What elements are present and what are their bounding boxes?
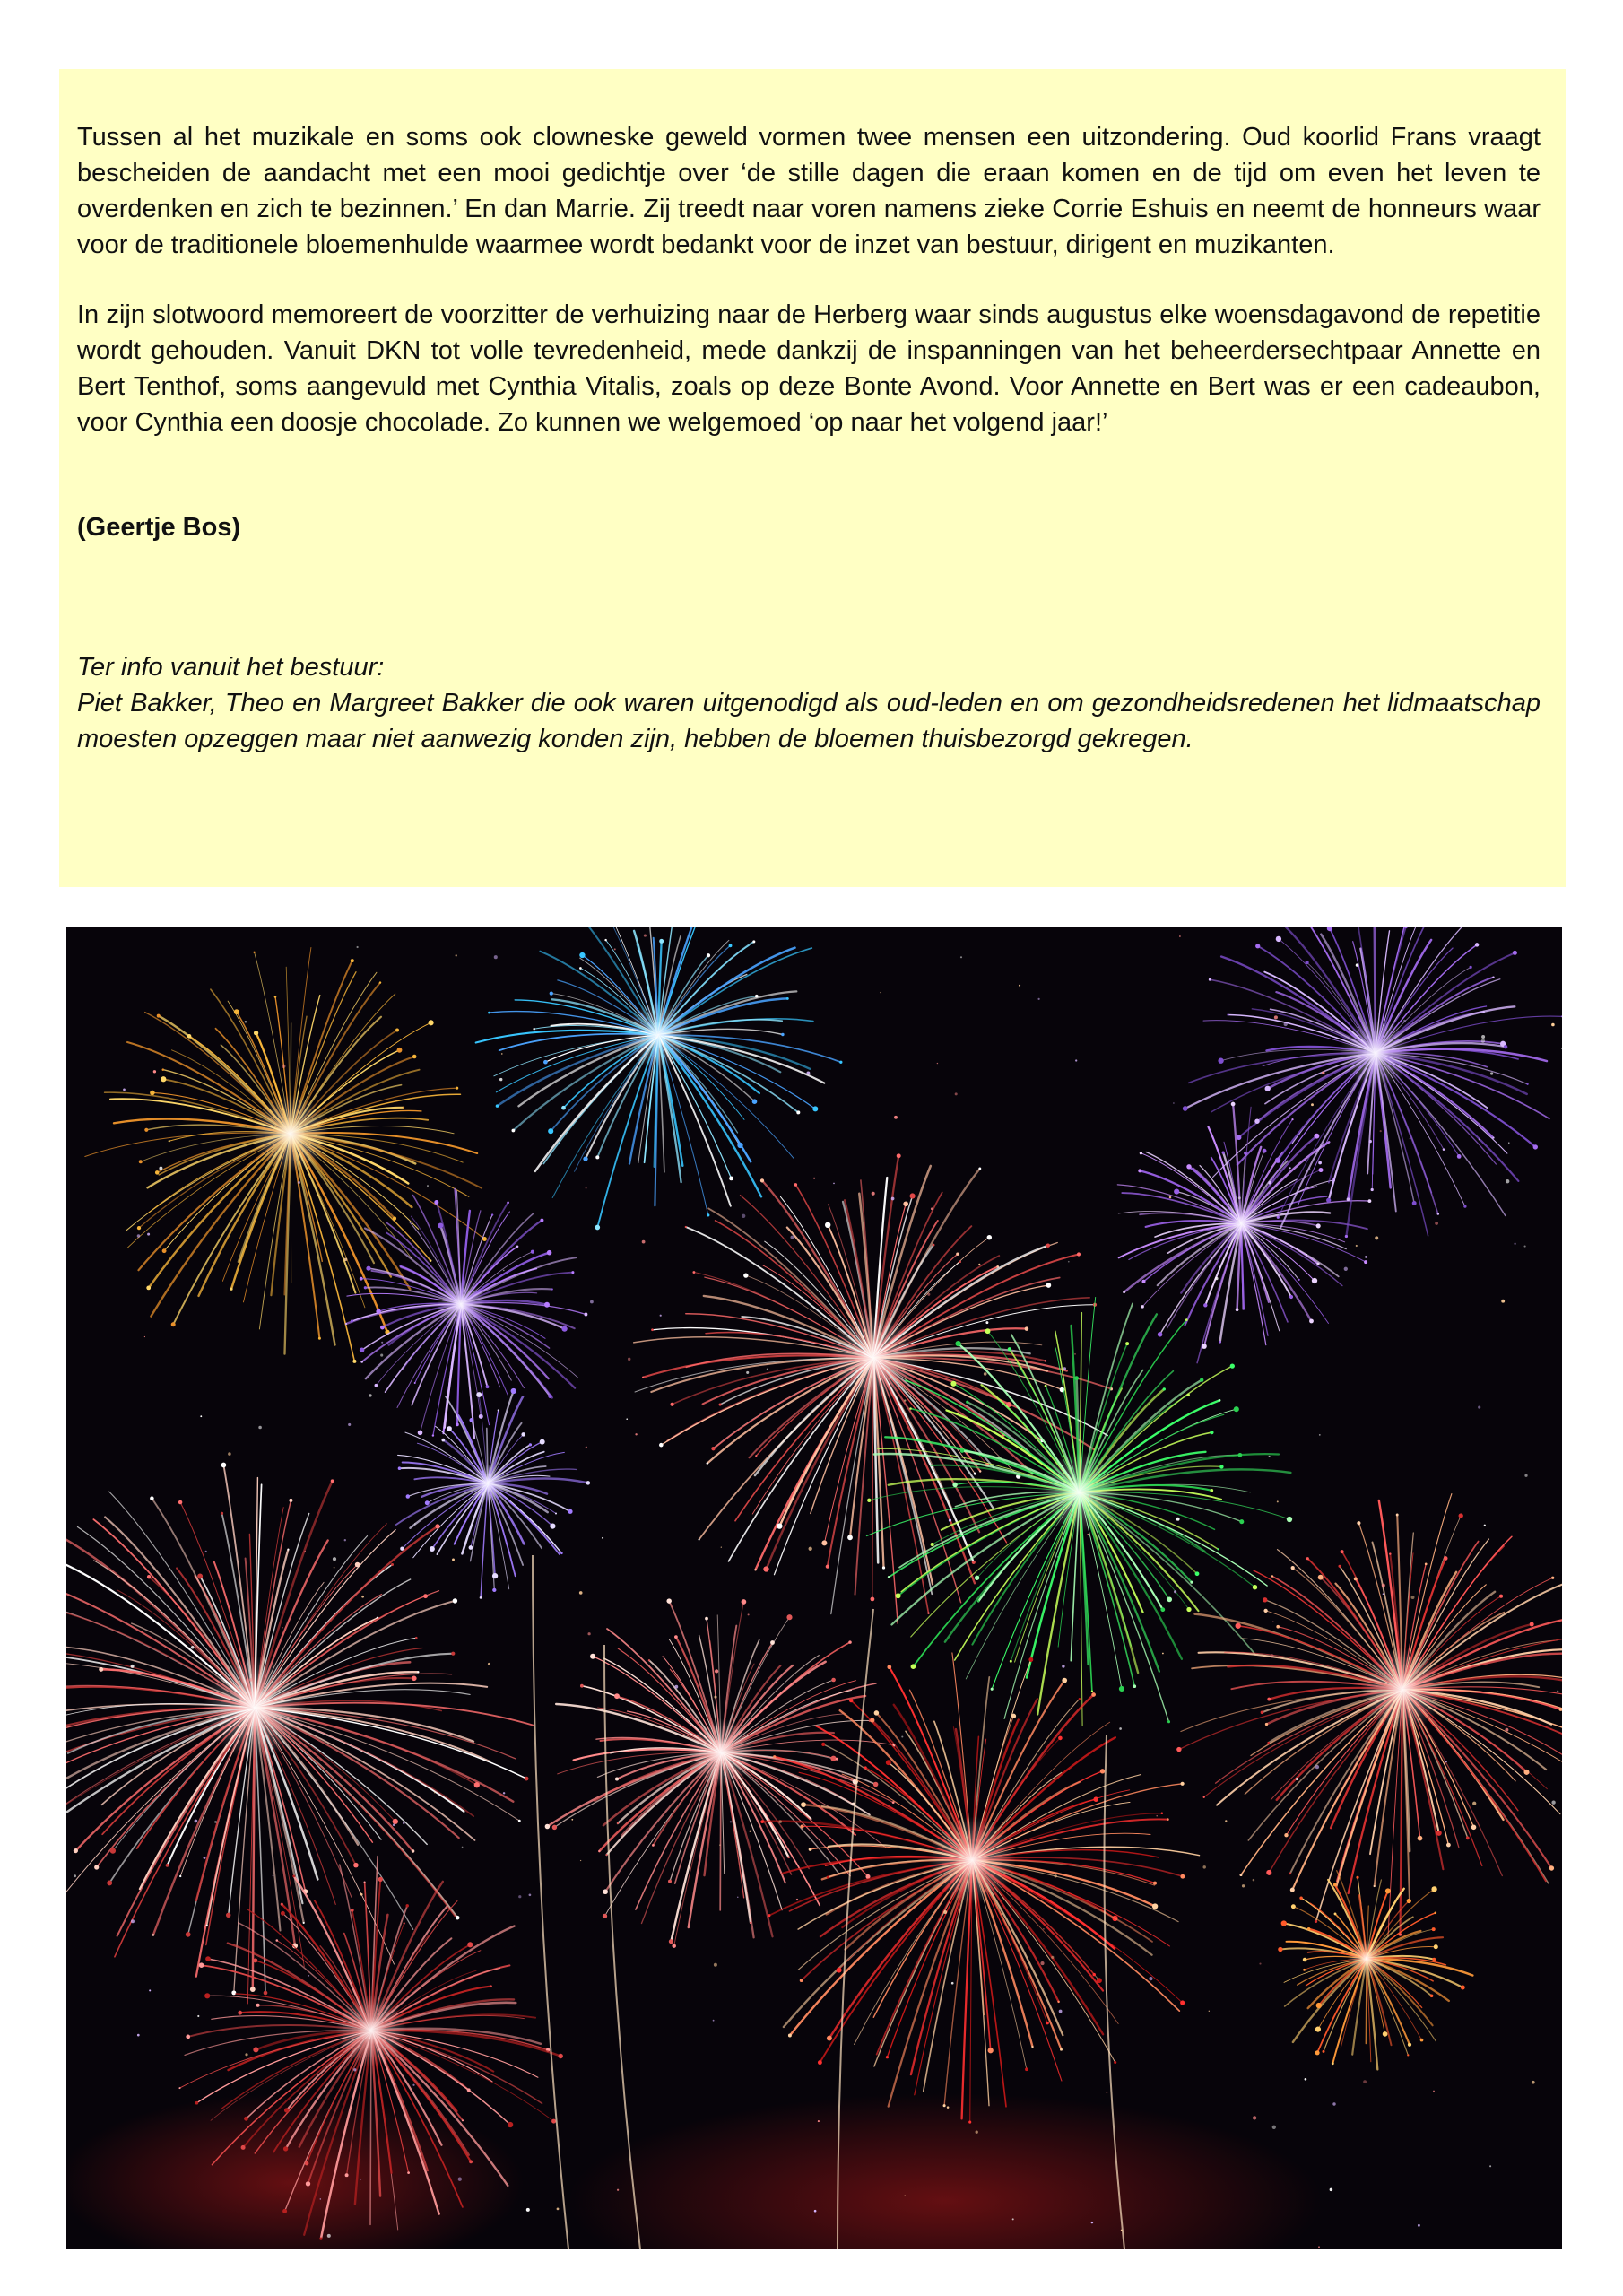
fireworks-photo bbox=[66, 927, 1562, 2249]
info-body: Piet Bakker, Theo en Margreet Bakker die ook waren uitgenodigd als oud-leden en om gezondheidsredenen het lidmaatschap moesten opzeggen maar niet aanwezig konden zijn, hebben de bloemen thuisbezorgd gekregen. bbox=[77, 689, 1541, 753]
article-text-box bbox=[59, 69, 1566, 887]
author-signature: (Geertje Bos) bbox=[77, 513, 241, 542]
fireworks-illustration bbox=[66, 927, 1562, 2249]
info-title: Ter info vanuit het bestuur: bbox=[77, 653, 385, 682]
article-paragraph-2: In zijn slotwoord memoreert de voorzitter de verhuizing naar de Herberg waar sinds augustus elke woensdagavond de repetitie wordt gehouden. Vanuit DKN tot volle tevredenheid, mede dankzij de inspanningen van het beheerdersechtpaar Annette en Bert Tenthof, soms aangevuld met Cynthia Vitalis, zoals op deze Bonte Avond. Voor Annette en Bert was er een cadeaubon, voor Cynthia een doosje chocolade. Zo kunnen we welgemoed ‘op naar het volgend jaar!’ bbox=[77, 300, 1541, 437]
article-paragraph-1: Tussen al het muzikale en soms ook clowneske geweld vormen twee mensen een uitzondering. Oud koorlid Frans vraagt bescheiden de aandacht met een mooi gedichtje over ‘de stille dagen die eraan komen en de tijd om even het leven te overdenken en zich te bezinnen.’ En dan Marrie. Zij treedt naar voren namens zieke Corrie Eshuis en neemt de honneurs waar voor de traditionele bloemenhulde waarmee wordt bedankt voor de inzet van bestuur, dirigent en muzikanten. bbox=[77, 123, 1541, 259]
